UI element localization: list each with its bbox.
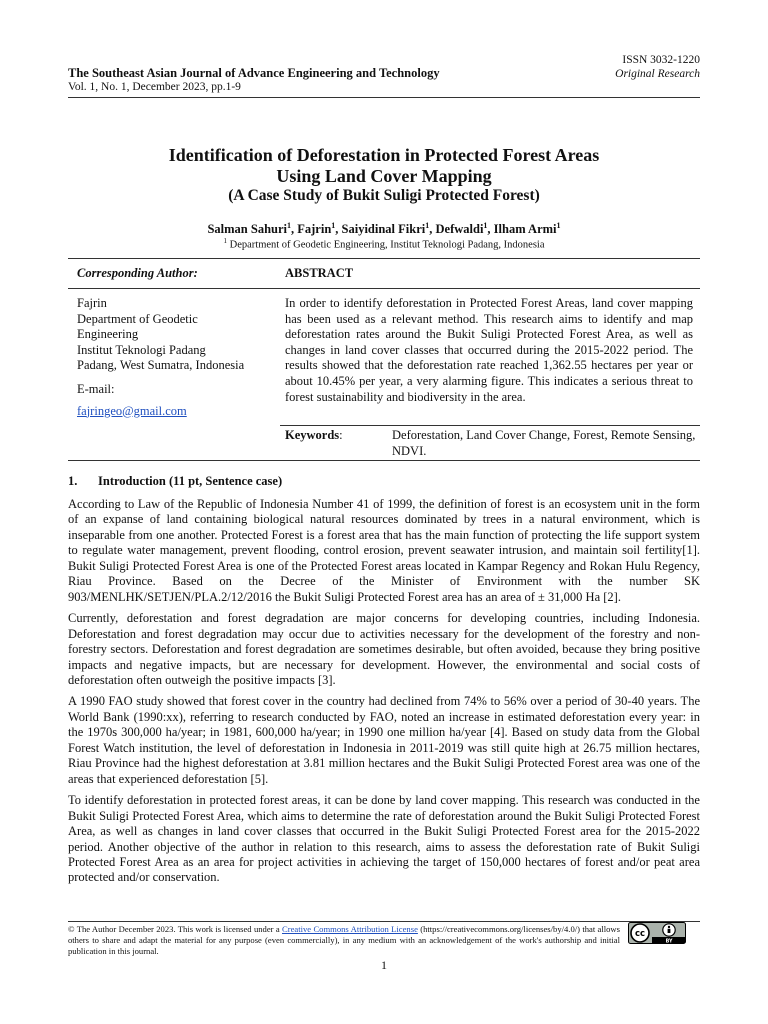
title-line-2: Using Land Cover Mapping: [276, 166, 492, 186]
introduction-body: [68, 497, 700, 892]
author-name: Fajrin: [297, 222, 332, 237]
license-prefix: © The Author December 2023. This work is licensed under a: [68, 924, 282, 934]
author-affil-mark: 1: [483, 221, 488, 230]
email-link[interactable]: fajringeo@gmail.com: [77, 403, 187, 418]
author: [494, 222, 561, 236]
svg-text:BY: BY: [665, 939, 673, 944]
author-name: Ilham Armi: [493, 222, 557, 237]
author-name: Defwaldi: [435, 222, 484, 237]
license-notice: [68, 924, 620, 957]
section-heading: [68, 474, 282, 489]
author-affil-mark: 1: [425, 221, 430, 230]
section-title: Introduction (11 pt, Sentence case): [98, 474, 283, 488]
author-list: [68, 221, 700, 237]
page-number: 1: [381, 958, 387, 972]
svg-text:cc: cc: [634, 929, 646, 940]
corr-name: Fajrin: [77, 296, 107, 310]
author-sep: ,: [429, 222, 436, 237]
author-affil-mark: 1: [556, 221, 561, 230]
author-affil-mark: 1: [287, 221, 291, 230]
footer-rule: [68, 921, 700, 922]
affiliation-text: Department of Geodetic Engineering, Institut Teknologi Padang, Indonesia: [227, 239, 545, 251]
issn: ISSN 3032-1220: [622, 54, 700, 66]
paragraph: A 1990 FAO study showed that forest cover in the country had declined from 74% to 56% over a period of 30-40 years. The World Bank (1990:xx), referring to research conducted by FAO, noted an increase in estimated deforestation every year: in the 1970s 300,000 ha/year; in 1981, 600,000 ha/year; in 1990 one million ha/year [4]. Based on study data from the Global Forest Watch institution, the level of deforestation in Indonesia in 2011-2019 was still quite high at 26.75 million hectares, Riau Province had the highest deforestation at 3.81 million hectares and the Bukit Suligi Protected Forest area was one of the areas that experienced deforestation [5].: [68, 694, 700, 786]
corr-dept-cont: Engineering: [77, 327, 139, 342]
abstract-heading: ABSTRACT: [285, 266, 354, 280]
license-suffix: (https://creativecommons.org/licenses/by/4.0/) that allows others to share and adapt the material for any purpose (even commercially), in any medium with an acknowledgement of the work's authorship and initial publication in this journal.: [68, 924, 620, 956]
abstract-text: In order to identify deforestation in Protected Forest Areas, land cover mapping has been used as a relevant method. This research aims to identify and map deforestation rates around the Bukit Suligi Protected Forest Area, as well as changes in land cover classes that occurred during the 2015-2022 period. The results showed that the deforestation rate reached 1,362.55 hectares per year or about 10.45% per year, a very alarming figure. This indicates a serious threat to forest sustainability and biodiversity in the area.: [285, 296, 693, 404]
article-type: Original Research: [615, 68, 700, 80]
title-line-1: Identification of Deforestation in Protected Forest Areas: [168, 145, 600, 165]
corr-location: Padang, West Sumatra, Indonesia: [77, 358, 245, 373]
author: [436, 222, 494, 236]
affiliation-mark: 1: [223, 237, 227, 245]
corresponding-author-block: [77, 296, 277, 419]
author: [297, 222, 341, 236]
corresponding-author-heading: Corresponding Author:: [77, 266, 198, 280]
keywords-rule: [280, 425, 700, 426]
corr-institution: Institut Teknologi Padang: [77, 342, 206, 357]
license-link[interactable]: Creative Commons Attribution License: [282, 924, 418, 934]
author-sep: ,: [487, 222, 494, 237]
cc-by-badge-icon[interactable]: [628, 922, 686, 944]
paragraph: To identify deforestation in protected forest areas, it can be done by land cover mapping. This research was conducted in the Bukit Suligi Protected Forest Area, which aims to determine the rate of deforestation around the Bukit Suligi Protected Forest Area, as well as changes in land cover classes that occurred in the Bukit Suligi Protected Forest area for the 2015-2022 period. Another objective of the author in relation to this research, aims to assess the deforestation rate of Bukit Suligi Protected Forest Area as an area for project activities in achieving the target of 150,000 hectares of forest and/or peat area protected and/or conservation.: [68, 793, 700, 885]
author: [342, 222, 436, 236]
author-sep: ,: [335, 222, 342, 237]
paragraph: Currently, deforestation and forest degradation are major concerns for developing countries, including Indonesia. Deforestation and forest degradation may occur due to activities necessary for the development of the forestry and non-forestry sectors. Deforestation and forest degradation are sometimes desirable, but often avoided, because they bring positive impacts and negative impacts, but are necessary for development. However, the environmental and social costs of deforestation often outweigh the positive impacts [3].: [68, 611, 700, 687]
author-name: Saiyidinal Fikri: [341, 222, 426, 237]
keywords-list: Deforestation, Land Cover Change, Forest, Remote Sensing, NDVI.: [392, 428, 696, 458]
paragraph: According to Law of the Republic of Indonesia Number 41 of 1999, the definition of forest is an ecosystem unit in the form of an expanse of land containing biological natural resources dominated by trees in a natural environment, which is inseparable from one another. Protected Forest is a forest area that has the main function of protecting the life support system to regulate water management, prevent flooding, control erosion, prevent seawater intrusion, and maintain soil fertility[1]. Bukit Suligi Protected Forest Area is one of the Protected Forest areas located in Kampar Regency and Rokan Hulu Regency, Riau Province. Based on the Decree of the Minister of Environment with the number SK 903/MENLHK/SETJEN/PLA.2/12/2016 the Bukit Suligi Protected Forest area has an area of ± 31,000 Ha [2].: [68, 497, 700, 604]
email-label: E-mail:: [77, 381, 115, 396]
author-sep: ,: [291, 222, 298, 237]
author-name: Salman Sahuri: [207, 222, 287, 237]
volume-info: Vol. 1, No. 1, December 2023, pp.1-9: [68, 81, 241, 93]
author-affil-mark: 1: [331, 221, 336, 230]
info-table-bottom-rule: [68, 460, 700, 461]
info-table-top-rule: [68, 258, 700, 259]
keywords-label-text: Keywords: [285, 428, 340, 442]
info-table-mid-rule: [68, 288, 700, 289]
paper-subtitle: (A Case Study of Bukit Suligi Protected Forest): [228, 187, 540, 204]
header-rule: [68, 97, 700, 98]
affiliation: [68, 237, 700, 251]
corr-dept: Department of Geodetic: [77, 311, 198, 326]
author: [207, 222, 297, 236]
journal-name: The Southeast Asian Journal of Advance Engineering and Technology: [68, 66, 440, 80]
keywords-label: Keywords:: [285, 428, 343, 442]
paper-title: [68, 145, 700, 187]
section-number: 1.: [68, 474, 78, 488]
